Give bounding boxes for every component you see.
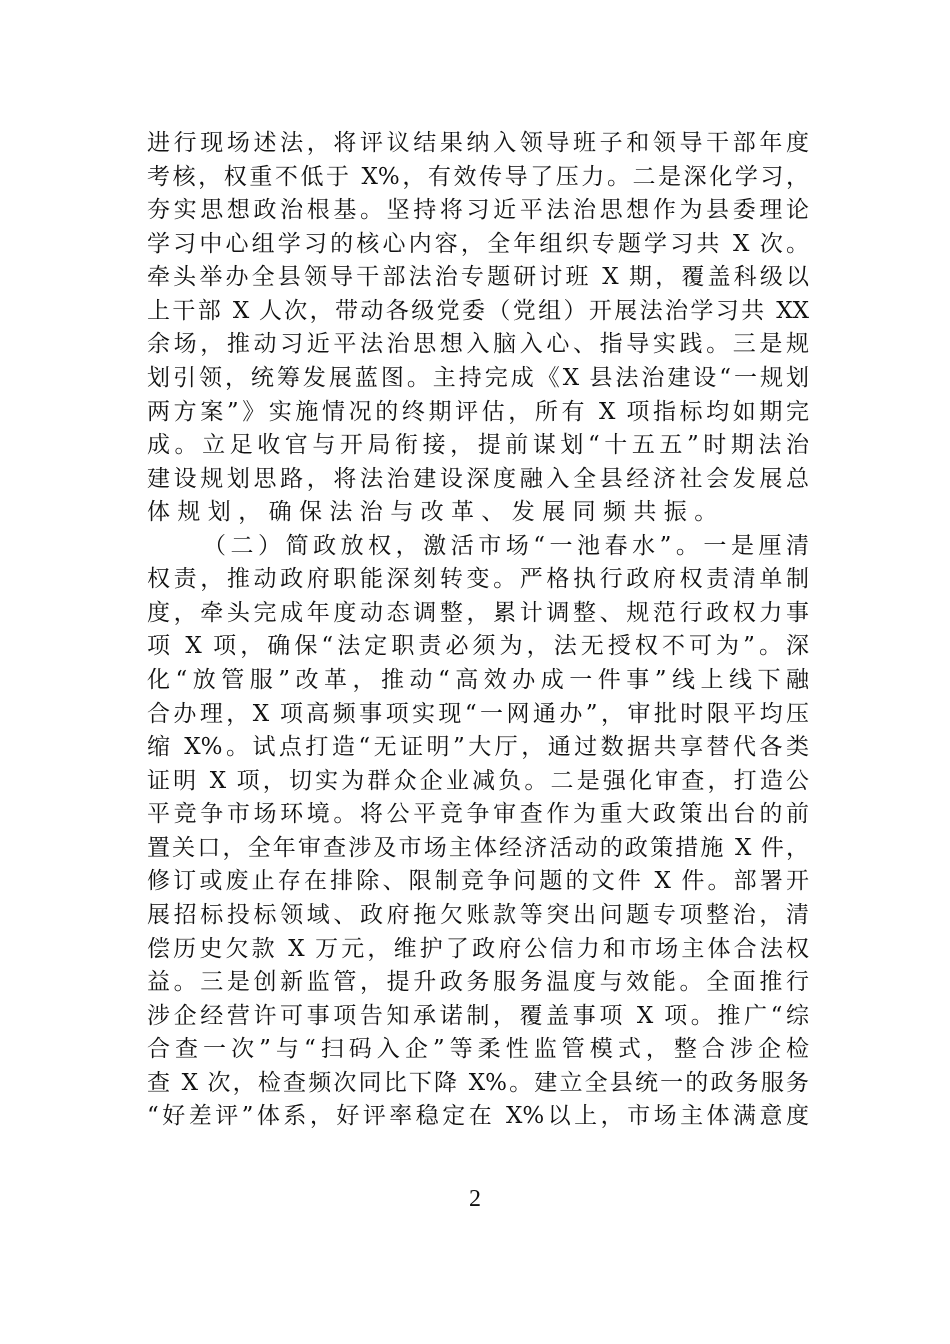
text-line: “好差评”体系，好评率稳定在 X%以上，市场主体满意度 xyxy=(147,1103,809,1130)
text-line: 建设规划思路，将法治建设深度融入全县经济社会发展总 xyxy=(147,465,809,492)
text-line: 查 X 次，检查频次同比下降 X%。建立全县统一的政务服务 xyxy=(147,1069,809,1096)
text-line: 平竞争市场环境。将公平竞争审查作为重大政策出台的前 xyxy=(147,801,809,828)
text-line: 展招标投标领域、政府拖欠账款等突出问题专项整治，清 xyxy=(147,901,809,928)
text-line: 偿历史欠款 X 万元，维护了政府公信力和市场主体合法权 xyxy=(147,935,809,962)
text-line: 项 X 项，确保“法定职责必须为，法无授权不可为”。深 xyxy=(147,633,809,660)
text-line: 上干部 X 人次，带动各级党委（党组）开展法治学习共 XX xyxy=(147,297,809,324)
text-line: 两方案”》实施情况的终期评估，所有 X 项指标均如期完 xyxy=(147,398,809,425)
text-line: 化“放管服”改革，推动“高效办成一件事”线上线下融 xyxy=(147,667,809,693)
text-line: 度，牵头完成年度动态调整，累计调整、规范行政权力事 xyxy=(147,599,809,626)
text-line: 益。三是创新监管，提升政务服务温度与效能。全面推行 xyxy=(147,969,809,996)
text-line: 余场，推动习近平法治思想入脑入心、指导实践。三是规 xyxy=(147,331,809,358)
text-line: 缩 X%。试点打造“无证明”大厅，通过数据共享替代各类 xyxy=(147,734,809,761)
text-line: 涉企经营许可事项告知承诺制，覆盖事项 X 项。推广“综 xyxy=(147,1002,809,1029)
text-line: 修订或废止存在排除、限制竞争问题的文件 X 件。部署开 xyxy=(147,868,809,895)
text-line: 考核，权重不低于 X%，有效传导了压力。二是深化学习， xyxy=(147,163,809,190)
text-line: 成。立足收官与开局衔接，提前谋划“十五五”时期法治 xyxy=(147,432,809,459)
text-line: 进行现场述法，将评议结果纳入领导班子和领导干部年度 xyxy=(147,130,809,156)
section-heading-line: （二）简政放权，激活市场“一池春水”。一是厘清 xyxy=(203,532,809,559)
text-line: 合办理，X 项高频事项实现“一网通办”，审批时限平均压 xyxy=(147,700,809,727)
text-line: 权责，推动政府职能深刻转变。严格执行政府权责清单制 xyxy=(147,566,809,593)
text-line: 合查一次”与“扫码入企”等柔性监管模式，整合涉企检 xyxy=(147,1036,809,1063)
text-line: 学习中心组学习的核心内容，全年组织专题学习共 X 次。 xyxy=(147,230,809,257)
text-line: 证明 X 项，切实为群众企业减负。二是强化审查，打造公 xyxy=(147,767,809,794)
document-body xyxy=(147,127,809,1134)
page-number: 2 xyxy=(469,1186,481,1212)
text-line: 置关口，全年审查涉及市场主体经济活动的政策措施 X 件， xyxy=(147,834,809,861)
text-line: 牵头举办全县领导干部法治专题研讨班 X 期，覆盖科级以 xyxy=(147,264,809,291)
text-line: 体规划，确保法治与改革、发展同频共振。 xyxy=(147,499,725,526)
text-line: 划引领，统筹发展蓝图。主持完成《X 县法治建设“一规划 xyxy=(147,364,809,391)
text-line: 夯实思想政治根基。坚持将习近平法治思想作为县委理论 xyxy=(147,197,809,224)
